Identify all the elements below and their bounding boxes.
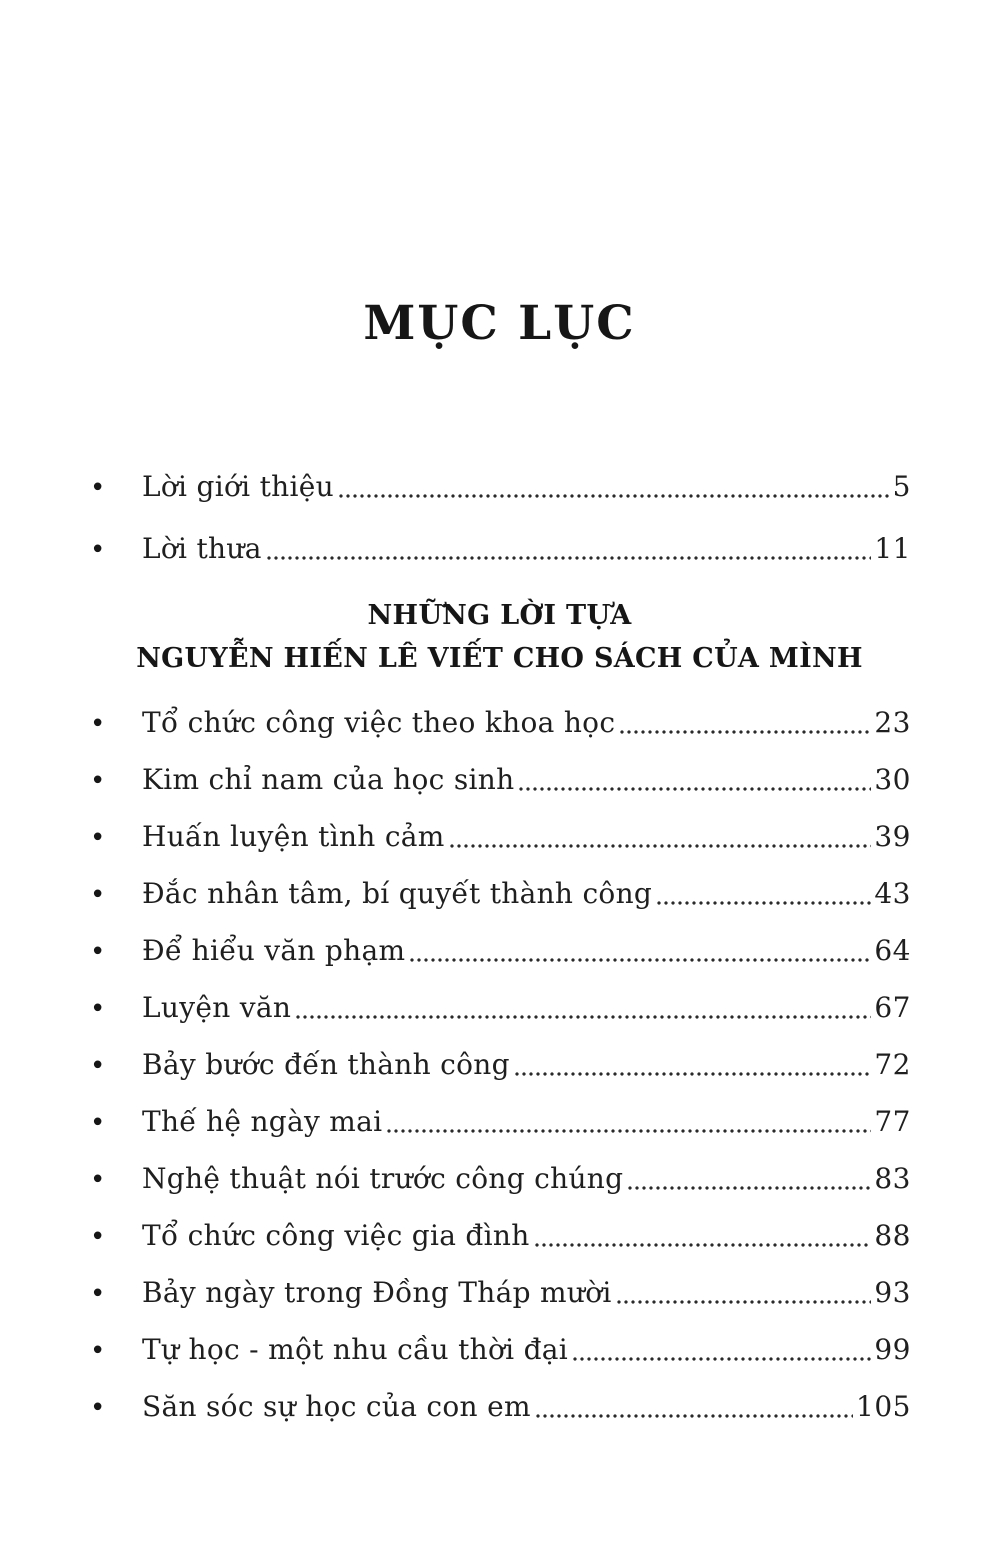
bullet-icon: • (90, 766, 106, 797)
toc-entry-row (88, 763, 911, 798)
dot-leader (339, 494, 890, 498)
toc-entry-label: Bảy ngày trong Đồng Tháp mười (142, 1276, 612, 1310)
toc-entry-page-number: 93 (874, 1276, 911, 1310)
toc-entry-label: Đắc nhân tâm, bí quyết thành công (142, 877, 653, 911)
section-heading-line-2: NGUYỄN HIẾN LÊ VIẾT CHO SÁCH CỦA MÌNH (136, 643, 863, 675)
dot-leader (410, 958, 871, 962)
bullet-icon: • (90, 1051, 106, 1082)
toc-entry-row (88, 1162, 911, 1197)
toc-entry-row (88, 470, 911, 505)
toc-entry-row (88, 1390, 911, 1425)
dot-leader (617, 1300, 872, 1304)
bullet-icon: • (90, 473, 106, 504)
toc-entry-page-number: 67 (874, 991, 911, 1025)
toc-entry-row (88, 532, 911, 567)
page-title: MỤC LỤC (363, 296, 636, 351)
dot-leader (515, 1072, 872, 1076)
bullet-icon: • (90, 994, 106, 1025)
bullet-icon: • (90, 1222, 106, 1253)
toc-entry-row (88, 934, 911, 969)
toc-entry-row (88, 1219, 911, 1254)
toc-entry-page-number: 99 (874, 1333, 911, 1367)
toc-entry-page-number: 39 (874, 820, 911, 854)
front-matter-list (88, 470, 911, 567)
toc-entry-label: Tự học - một nhu cầu thời đại (142, 1333, 569, 1367)
toc-entry-row (88, 1333, 911, 1368)
dot-leader (573, 1357, 871, 1361)
toc-entry-label: Tổ chức công việc gia đình (142, 1219, 530, 1253)
bullet-icon: • (90, 535, 106, 566)
dot-leader (296, 1015, 871, 1019)
toc-entry-label: Kim chỉ nam của học sinh (142, 763, 515, 797)
toc-entry-page-number: 11 (874, 532, 911, 566)
dot-leader (535, 1243, 872, 1247)
toc-entry-label: Tổ chức công việc theo khoa học (142, 706, 616, 740)
dot-leader (620, 730, 871, 734)
dot-leader (387, 1129, 871, 1133)
toc-entry-page-number: 5 (892, 470, 911, 504)
toc-entry-page-number: 105 (856, 1390, 911, 1424)
bullet-icon: • (90, 1279, 106, 1310)
bullet-icon: • (90, 1336, 106, 1367)
section-entries-list (88, 706, 911, 1425)
toc-entry-label: Để hiểu văn phạm (142, 934, 406, 968)
toc-entry-page-number: 72 (874, 1048, 911, 1082)
bullet-icon: • (90, 709, 106, 740)
dot-leader (536, 1414, 853, 1418)
toc-entry-row (88, 877, 911, 912)
bullet-icon: • (90, 1108, 106, 1139)
toc-entry-label: Huấn luyện tình cảm (142, 820, 445, 854)
bullet-icon: • (90, 937, 106, 968)
bullet-icon: • (90, 1165, 106, 1196)
toc-entry-label: Luyện văn (142, 991, 292, 1025)
toc-entry-label: Lời giới thiệu (142, 470, 334, 504)
toc-entry-row (88, 820, 911, 855)
bullet-icon: • (90, 823, 106, 854)
toc-entry-label: Lời thưa (142, 532, 262, 566)
dot-leader (657, 901, 871, 905)
bullet-icon: • (90, 880, 106, 911)
dot-leader (628, 1186, 871, 1190)
toc-entry-label: Bảy bước đến thành công (142, 1048, 510, 1082)
toc-entry-page-number: 77 (874, 1105, 911, 1139)
toc-entry-page-number: 30 (874, 763, 911, 797)
toc-entry-page-number: 83 (874, 1162, 911, 1196)
toc-entry-label: Thế hệ ngày mai (142, 1105, 383, 1139)
toc-entry-page-number: 23 (874, 706, 911, 740)
dot-leader (267, 556, 872, 560)
toc-entry-label: Nghệ thuật nói trước công chúng (142, 1162, 624, 1196)
toc-entry-label: Săn sóc sự học của con em (142, 1390, 531, 1424)
toc-entry-row (88, 991, 911, 1026)
toc-entry-row (88, 1105, 911, 1140)
bullet-icon: • (90, 1393, 106, 1424)
toc-entry-page-number: 43 (874, 877, 911, 911)
section-heading (88, 594, 911, 680)
toc-entry-page-number: 64 (874, 934, 911, 968)
dot-leader (519, 787, 871, 791)
toc-entry-row (88, 1048, 911, 1083)
section-heading-line-1: NHỮNG LỜI TỰA (367, 600, 632, 632)
toc-entry-row (88, 1276, 911, 1311)
toc-entry-page-number: 88 (874, 1219, 911, 1253)
dot-leader (450, 844, 872, 848)
toc-entry-row (88, 706, 911, 741)
